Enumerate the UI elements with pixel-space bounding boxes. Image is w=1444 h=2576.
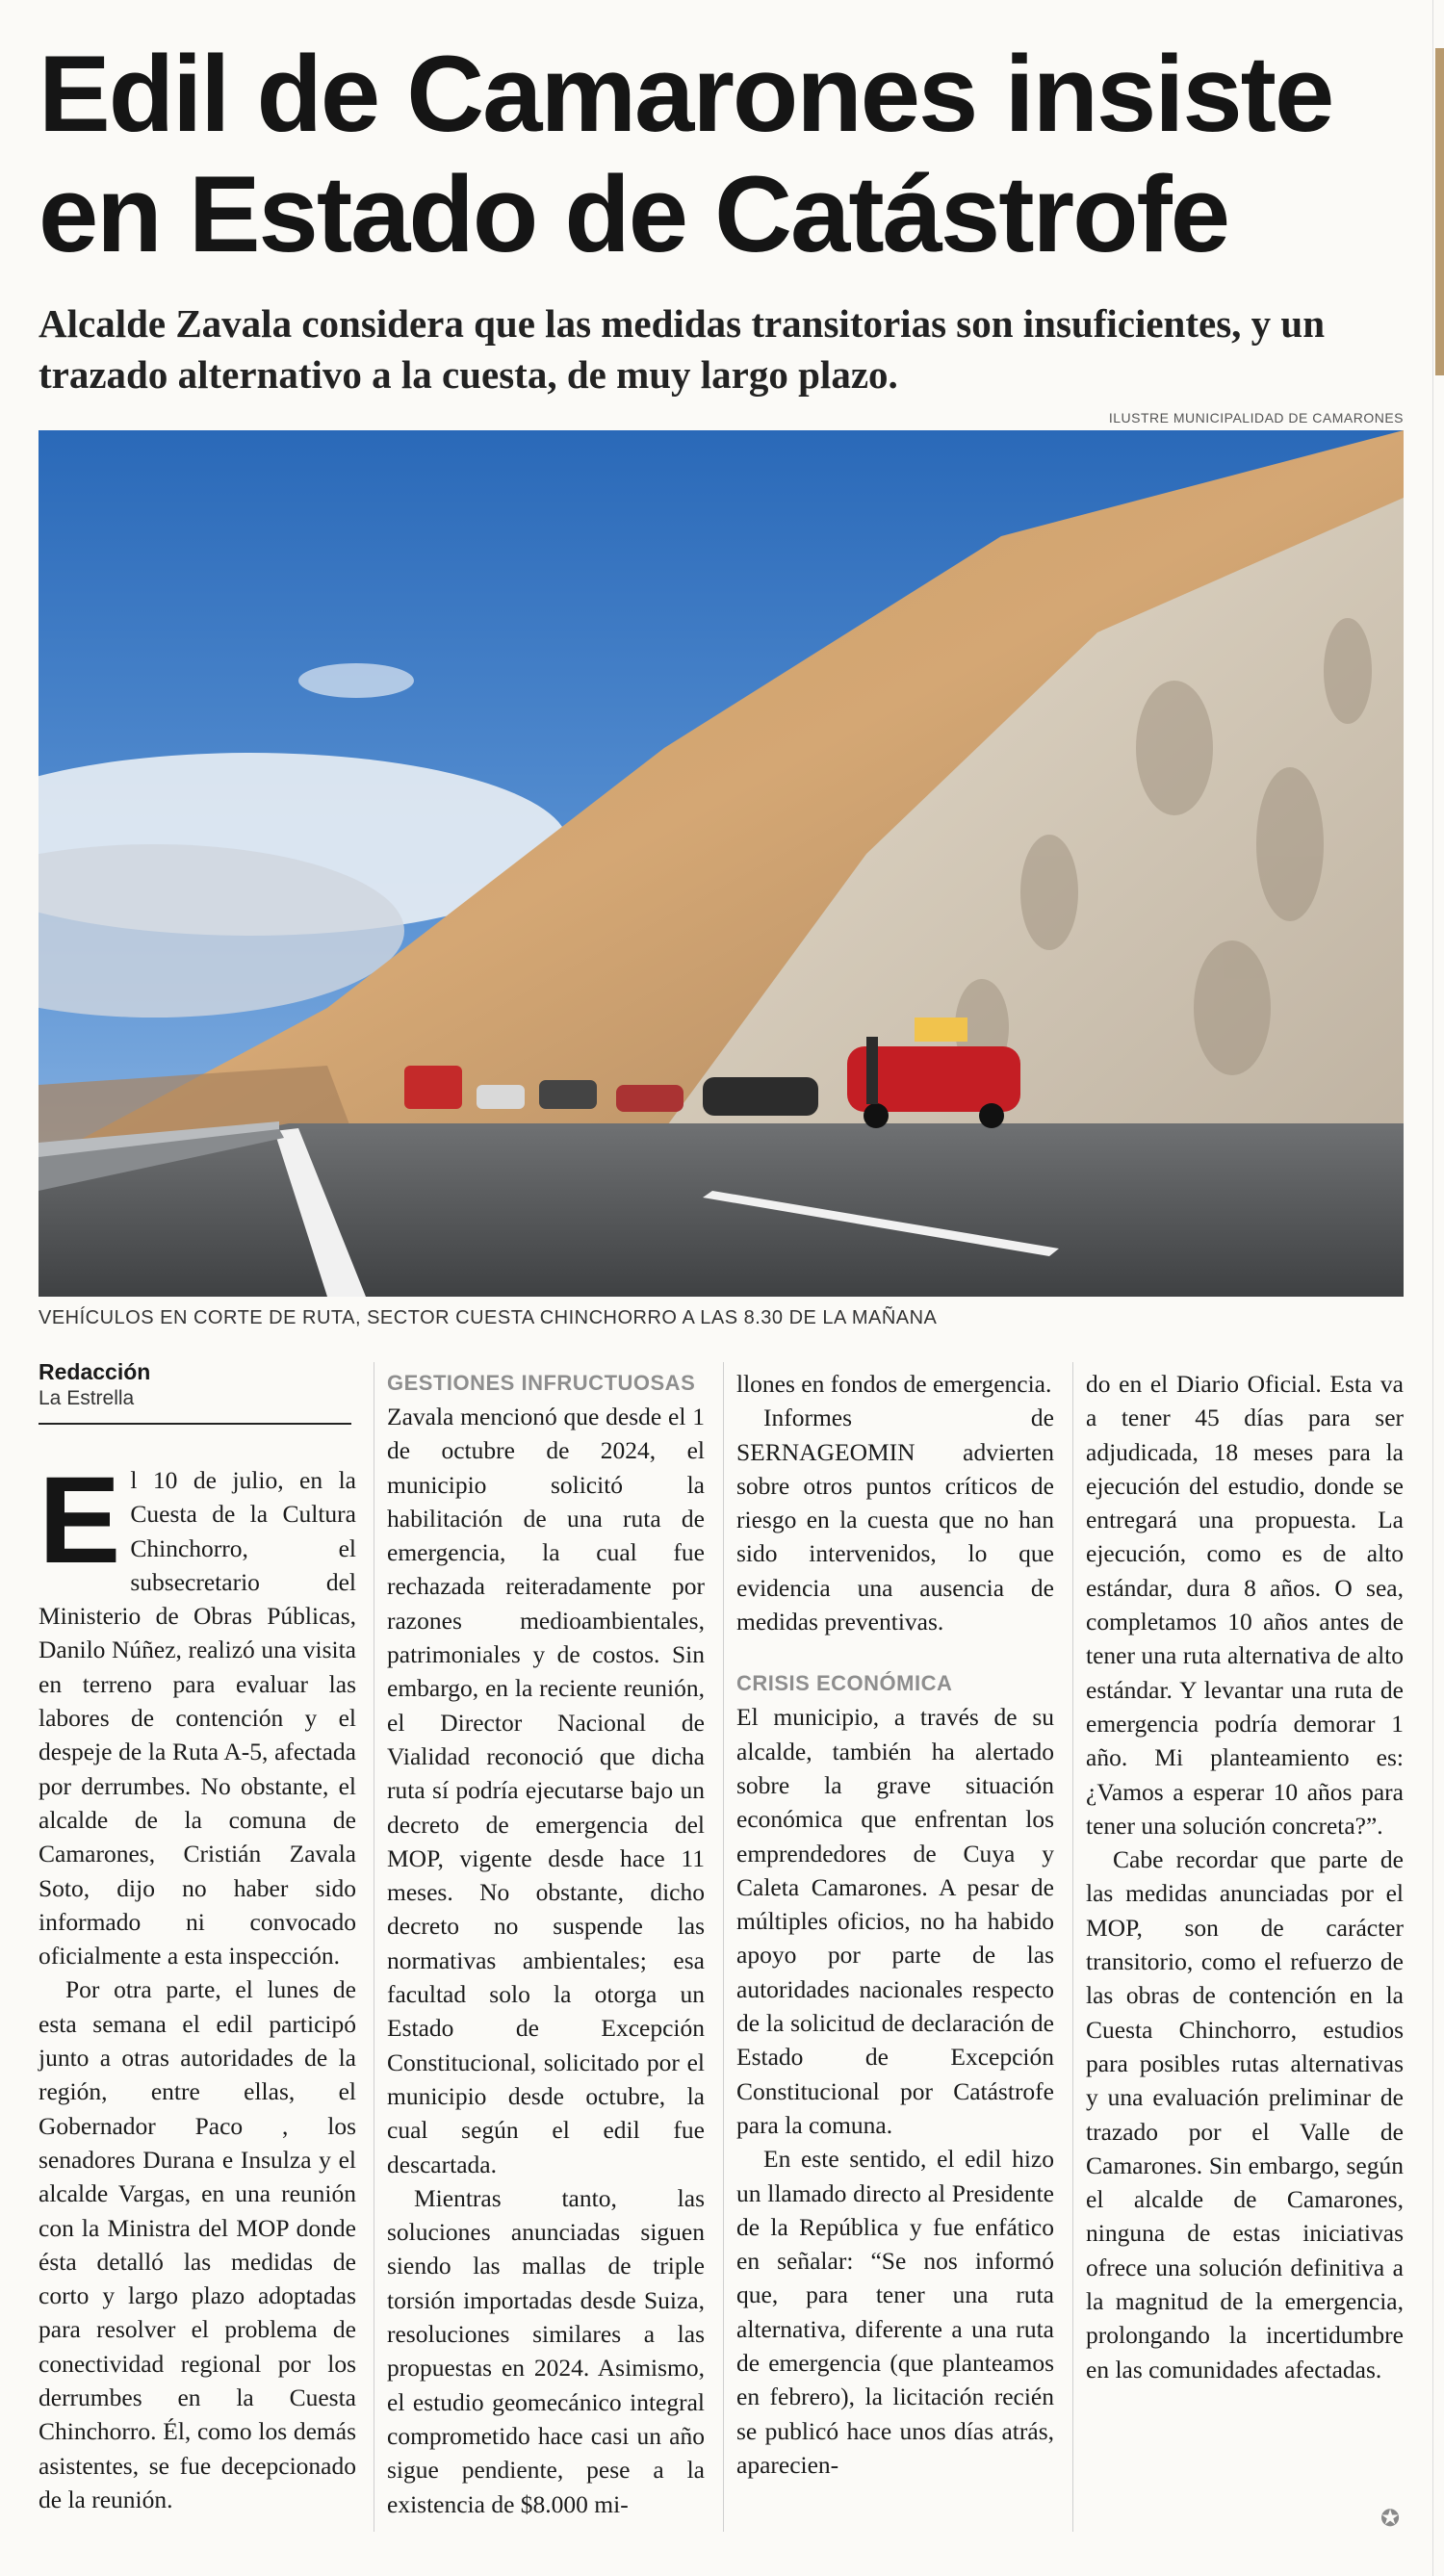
column-3 xyxy=(736,1367,1054,2482)
column-1 xyxy=(39,1452,356,2516)
adjacent-photo-edge xyxy=(1435,48,1444,375)
column-separator xyxy=(1072,1362,1073,2532)
paragraph: El municipio, a través de su alcalde, también ha alertado sobre la grave situación económica que enfrentan los emprendedores de Cuya y Caleta Camarones. A pesar de múltiples oficios, no ha habido apoyo por parte de las autoridades nacionales respecto de la solicitud de declaración de Estado de Excepción Constitucional por Catástrofe para la comuna. xyxy=(736,1703,1054,2139)
byline-organization: La Estrella xyxy=(39,1387,135,1409)
byline-author: Redacción xyxy=(39,1359,151,1384)
byline xyxy=(39,1359,351,1410)
photo-credit: ILUSTRE MUNICIPALIDAD DE CAMARONES xyxy=(1108,410,1404,425)
drop-cap: E xyxy=(39,1452,121,1589)
column-4 xyxy=(1086,1367,1404,2386)
photo-caption: VEHÍCULOS EN CORTE DE RUTA, SECTOR CUESTA CHINCHORRO A LAS 8.30 DE LA MAÑANA xyxy=(39,1307,938,1328)
paragraph: Por otra parte, el lunes de esta semana el edil participó junto a otras autoridades de la región, entre ellas, el Gobernador Paco , los senadores Durana e Insulza y el alcalde Vargas, en una reunión con la Ministra del MOP donde ésta detalló las medidas de corto y largo plazo adoptadas para resolver el problema de conectividad regional por los derrumbes en la Cuesta Chinchorro. Él, como los demás asistentes, se fue decepcionado de la reunión. xyxy=(39,1975,356,2513)
column-2 xyxy=(387,1367,705,2521)
end-mark-icon: ✪ xyxy=(1380,2507,1401,2532)
paragraph: Informes de SERNAGEOMIN advierten sobre otros puntos críticos de riesgo en la cuesta que no han sido intervenidos, lo que evidencia una ausencia de medidas preventivas. xyxy=(736,1404,1054,1636)
section-heading: CRISIS ECONÓMICA xyxy=(736,1671,953,1696)
subheadline: Alcalde Zavala considera que las medidas transitorias son insuficientes, y un trazado alternativo a la cuesta, de muy largo plazo. xyxy=(39,301,1326,397)
headline: Edil de Camarones insiste en Estado de Catástrofe xyxy=(39,34,1333,274)
byline-rule xyxy=(39,1423,351,1425)
paragraph: l 10 de julio, en la Cuesta de la Cultura Chinchorro, el subsecretario del Ministerio de Obras Públicas, Danilo Núñez, realizó una visita en terreno para evaluar las labores de contención y el despeje de la Ruta A-5, afectada por derrumbes. No obstante, el alcalde de la comuna de Camarones, Cristián Zavala Soto, dijo no haber sido informado ni convocado oficialmente a esta inspección. xyxy=(39,1466,356,1971)
paragraph: Cabe recordar que parte de las medidas anunciadas por el MOP, son de carácter transitorio, como el refuerzo de las obras de contención en la Cuesta Chinchorro, estudios para posibles rutas alternativas y una evaluación preliminar de trazado por el Valle de Camarones. Sin embargo, según el alcalde de Camarones, ninguna de estas iniciativas ofrece una solución definitiva a la magnitud de la emergencia, prolongando la incertidumbre en las comunidades afectadas. xyxy=(1086,1845,1404,2383)
column-separator xyxy=(723,1362,724,2532)
paragraph: En este sentido, el edil hizo un llamado directo al Presidente de la República y fue enfático en señalar: “Se nos informó que, para tener una ruta alternativa, diferente a una ruta de emergencia (que planteamos en febrero), la licitación recién se publicó hace unos días atrás, aparecien- xyxy=(736,2145,1054,2479)
photo-illustration xyxy=(39,430,1404,1297)
paragraph: llones en fondos de emergencia. xyxy=(736,1370,1052,1398)
adjacent-page-edge xyxy=(1432,0,1444,2576)
paragraph: do en el Diario Oficial. Esta va a tener 45 días para ser adjudicada, 18 meses para la ejecución del estudio, donde se entregará una propuesta. La ejecución, como es de alto estándar, dura 8 años. O sea, completamos 10 años antes de tener una ruta alternativa de alto estándar. Y levantar una ruta de emergencia podría demorar 1 año. Mi planteamiento es: ¿Vamos a esperar 10 años para tener una solución concreta?”. xyxy=(1086,1370,1404,1840)
section-heading: GESTIONES INFRUCTUOSAS xyxy=(387,1371,696,1395)
paragraph: Mientras tanto, las soluciones anunciadas siguen siendo las mallas de triple torsión importadas desde Suiza, resoluciones similares a las propuestas en 2024. Asimismo, el estudio geomecánico integral comprometido hace casi un año sigue pendiente, pese a la existencia de $8.000 mi- xyxy=(387,2183,705,2518)
article-photo xyxy=(39,430,1404,1297)
paragraph: Zavala mencionó que desde el 1 de octubre de 2024, el municipio solicitó la habilitación de una ruta de emergencia, la cual fue rechazada reiteradamente por razones medioambientales, patrimoniales y de costos. Sin embargo, en la reciente reunión, el Director Nacional de Vialidad reconoció que dicha ruta sí podría ejecutarse bajo un decreto de emergencia del MOP, vigente desde hace 11 meses. No obstante, dicho decreto no suspende las normativas ambientales; esa facultad solo la otorga un Estado de Excepción Constitucional, solicitado por el municipio desde octubre, la cual según el edil fue descartada. xyxy=(387,1403,705,2178)
